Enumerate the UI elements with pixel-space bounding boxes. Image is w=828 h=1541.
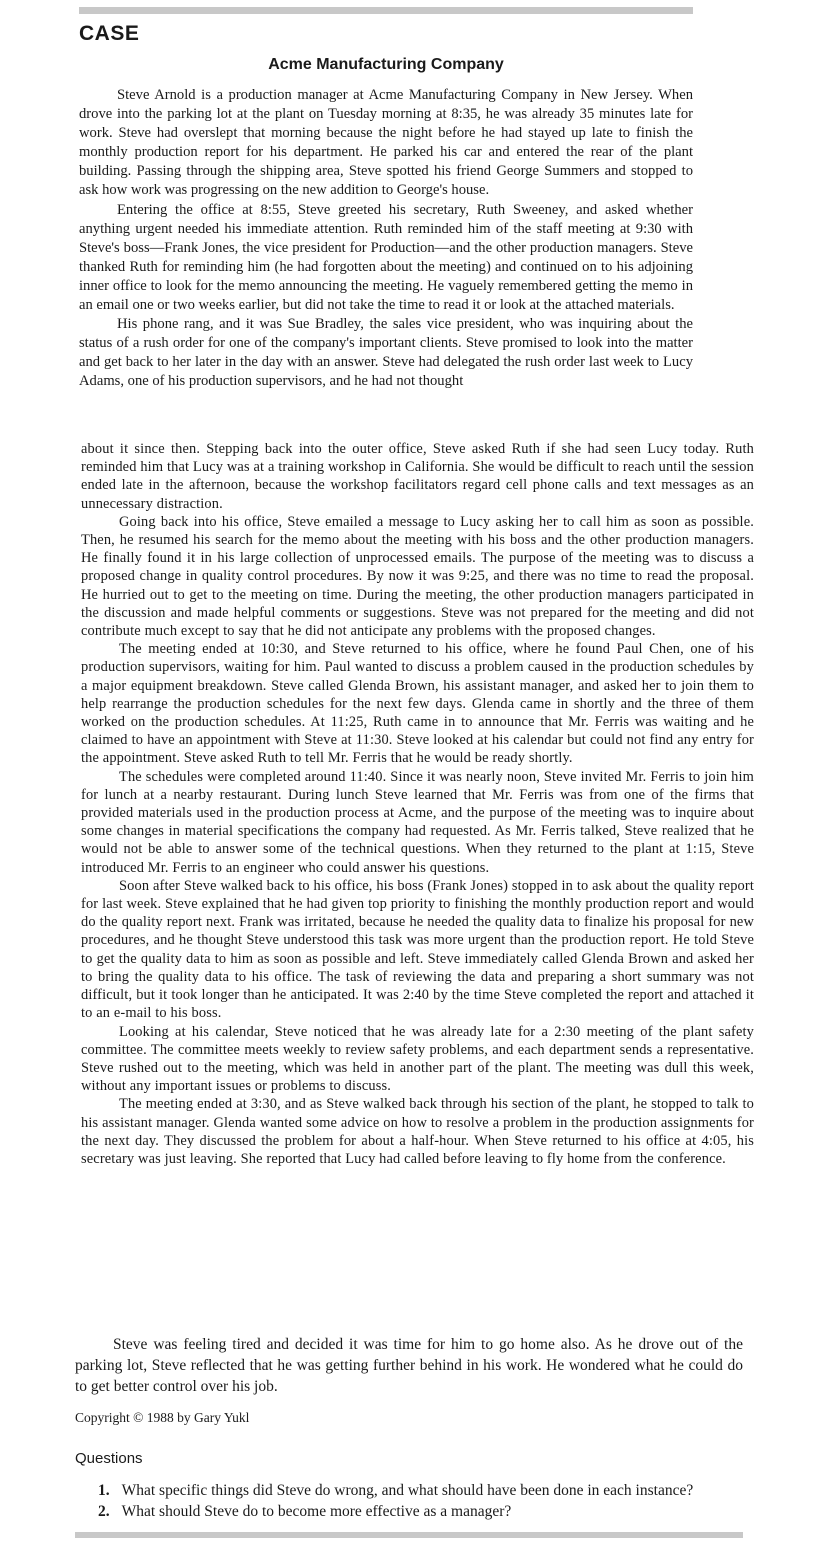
- list-item: [98, 1480, 778, 1501]
- paragraph: The meeting ended at 10:30, and Steve returned to his office, where he found Paul Chen, one of his production supervisors, waiting for him. Paul wanted to discuss a problem caused in the production schedules by a major equipment breakdown. Steve called Glenda Brown, his assistant manager, and asked her to join them to help rearrange the production schedules for the next few days. Glenda came in shortly and the three of them worked on the production schedules. At 11:25, Ruth came in to announce that Mr. Ferris was waiting and he claimed to have an appointment with Steve at 11:30. Steve looked at his calendar but could not find any entry for the appointment. Steve asked Ruth to tell Mr. Ferris that he would be ready shortly.: [81, 641, 754, 767]
- paragraph: Steve Arnold is a production manager at Acme Manufacturing Company in New Jersey. When drove into the parking lot at the plant on Tuesday morning at 8:35, he was already 35 minutes late for work. Steve had overslept that morning because the night before he had stayed up late to finish the monthly production report for his department. He parked his car and entered the rear of the plant building. Passing through the shipping area, Steve spotted his friend George Summers and stopped to ask how work was progressing on the new addition to George's house.: [79, 87, 693, 199]
- top-rule: [79, 7, 693, 14]
- paragraph: Soon after Steve walked back to his office, his boss (Frank Jones) stopped in to ask about the quality report for last week. Steve explained that he had given top priority to finishing the monthly production report and would do the quality report next. Frank was irritated, because he needed the quality data to finalize his proposal for new procedures, and he thought Steve understood this task was more urgent than the production report. He told Steve to get the quality data to him as soon as possible and left. Steve immediately called Glenda Brown and asked her to bring the quality data to his office. The task of reviewing the data and preparing a short summary was not difficult, but it took longer than he anticipated. It was 2:40 by the time Steve completed the report and attached it to an e-mail to his boss.: [81, 877, 754, 1022]
- paragraph: Going back into his office, Steve emailed a message to Lucy asking her to call him as soon as possible. Then, he resumed his search for the memo about the meeting with his boss and the other production managers. He finally found it in his large collection of unprocessed emails. The purpose of the meeting was to discuss a proposed change in quality control procedures. By now it was 9:25, and there was no time to read the proposal. He hurried out to get to the meeting on time. During the meeting, the other production managers participated in the discussion and made helpful comments or suggestions. Steve was not prepared for the meeting and did not contribute much except to say that he did not anticipate any problems with the proposed changes.: [81, 513, 754, 640]
- paragraph: His phone rang, and it was Sue Bradley, the sales vice president, who was inquiring about the status of a rush order for one of the company's important clients. Steve promised to look into the matter and get back to her later in the day with an answer. Steve had delegated the rush order last week to Lucy Adams, one of his production supervisors, and he had not thought: [79, 316, 693, 390]
- closing-paragraph: [75, 1334, 743, 1397]
- bottom-rule: [75, 1532, 743, 1538]
- case-title: Acme Manufacturing Company: [268, 56, 504, 73]
- paragraph: Entering the office at 8:55, Steve greeted his secretary, Ruth Sweeney, and asked whether anything urgent needed his immediate attention. Ruth reminded him of the staff meeting at 9:30 with Steve's boss—Frank Jones, the vice president for Production—and the other production managers. Steve thanked Ruth for reminding him (he had forgotten about the meeting) and continued on to his adjoining inner office to look for the memo announcing the meeting. He vaguely remembered getting the memo in an email one or two weeks earlier, but did not take the time to read it or look at the attached materials.: [79, 201, 693, 314]
- questions-list: [98, 1480, 778, 1522]
- paragraph: The meeting ended at 3:30, and as Steve walked back through his section of the plant, he stopped to talk to his assistant manager. Glenda wanted some advice on how to resolve a problem in the production assignments for the next day. They discussed the problem for about a half-hour. When Steve returned to his office at 4:05, his secretary was just leaving. She reported that Lucy had called before leaving to fly home from the conference.: [81, 1096, 754, 1167]
- question-text: What specific things did Steve do wrong, and what should have been done in each instance?: [121, 1482, 694, 1499]
- question-number: 1.: [98, 1482, 110, 1499]
- case-text-page-two: [81, 440, 754, 1168]
- paragraph: Looking at his calendar, Steve noticed that he was already late for a 2:30 meeting of the plant safety committee. The committee meets weekly to review safety problems, and each department sends a representative. Steve rushed out to the meeting, which was held in another part of the plant. The meeting was dull this week, without any important issues or problems to discuss.: [81, 1023, 754, 1095]
- paragraph: about it since then. Stepping back into the outer office, Steve asked Ruth if she had seen Lucy today. Ruth reminded him that Lucy was at a training workshop in California. She would be difficult to reach until the session ended late in the afternoon, because the workshop facilitators regard cell phone calls and text messages as an unnecessary distraction.: [81, 441, 754, 512]
- paragraph: The schedules were completed around 11:40. Since it was nearly noon, Steve invited Mr. Ferris to join him for lunch at a nearby restaurant. During lunch Steve learned that Mr. Ferris was from one of the firms that provided materials used in the production process at Acme, and the purpose of the meeting was to inquire about some changes in material specifications the company had requested. As Mr. Ferris talked, Steve realized that he would not be able to answer some of the technical questions. When they returned to the plant at 1:15, Steve introduced Mr. Ferris to an engineer who could answer his questions.: [81, 768, 754, 876]
- question-text: What should Steve do to become more effective as a manager?: [121, 1503, 512, 1520]
- question-number: 2.: [98, 1503, 110, 1520]
- case-label: CASE: [79, 22, 140, 45]
- paragraph: Steve was feeling tired and decided it was time for him to go home also. As he drove out of the parking lot, Steve reflected that he was getting further behind in his work. He wondered what he could do to get better control over his job.: [75, 1336, 743, 1395]
- case-text-page-one: [79, 86, 693, 392]
- copyright-notice: Copyright © 1988 by Gary Yukl: [75, 1410, 250, 1425]
- questions-heading: Questions: [75, 1450, 143, 1467]
- list-item: [98, 1501, 778, 1522]
